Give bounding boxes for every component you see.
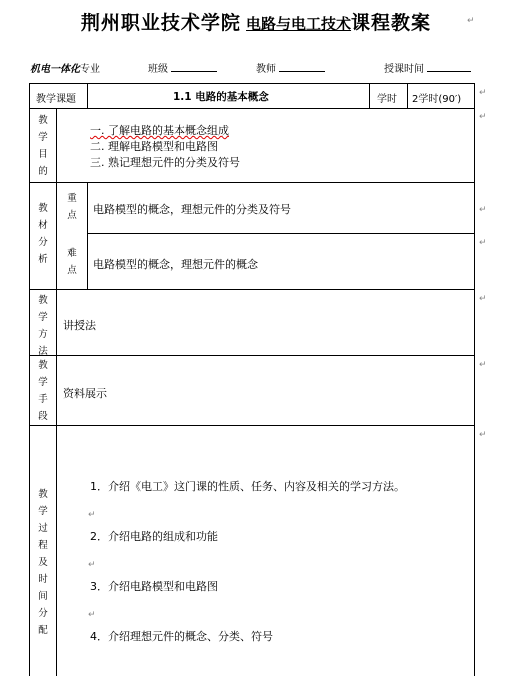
process-step-1: 1．介绍《电工》这门课的性质、任务、内容及相关的学习方法。: [90, 480, 405, 493]
teacher-label: 教师: [256, 64, 276, 75]
major-value: 机电一体化: [30, 64, 80, 75]
objective-item-1: 一. 了解电路的基本概念组成: [90, 124, 229, 137]
major-suffix: 专业: [80, 64, 100, 75]
class-blank[interactable]: [171, 61, 217, 72]
course-name: 电路与电工技术: [246, 15, 352, 33]
process-step-4: 4．介绍理想元件的概念、分类、符号: [90, 630, 273, 643]
school-name: 荆州职业技术学院: [80, 12, 241, 34]
process-step-2: 2．介绍电路的组成和功能: [90, 530, 218, 543]
objective-item-2: 二. 理解电路模型和电路图: [90, 140, 218, 153]
class-label: 班级: [148, 64, 168, 75]
analysis-label: 教材分析: [38, 203, 48, 265]
paragraph-mark-icon: ↵: [467, 16, 475, 26]
objectives-label: 教学目的: [38, 115, 48, 177]
class-field: [148, 60, 217, 75]
process-step-3: 3．介绍电路模型和电路图: [90, 580, 218, 593]
paragraph-mark-icon: ↵: [479, 294, 487, 304]
paragraph-mark-icon: ↵: [479, 205, 487, 215]
method-label: 教学方法: [38, 295, 48, 357]
major-field: [30, 60, 100, 75]
key-point-value: 电路模型的概念，理想元件的分类及符号: [93, 203, 291, 216]
paragraph-mark-icon: ↵: [88, 510, 96, 520]
time-field: [384, 60, 471, 75]
paragraph-mark-icon: ↵: [479, 360, 487, 370]
time-blank[interactable]: [427, 61, 471, 72]
objective-item-3: 三. 熟记理想元件的分类及符号: [90, 156, 240, 169]
paragraph-mark-icon: ↵: [479, 88, 487, 98]
method-value: 讲授法: [63, 319, 96, 332]
topic-label: 教学课题: [36, 94, 76, 105]
paragraph-mark-icon: ↵: [479, 112, 487, 122]
time-label: 授课时间: [384, 64, 424, 75]
teacher-blank[interactable]: [279, 61, 325, 72]
paragraph-mark-icon: ↵: [88, 610, 96, 620]
key-point-label: 重点: [67, 193, 77, 221]
hours-label: 学时: [377, 94, 397, 105]
paragraph-mark-icon: ↵: [88, 560, 96, 570]
process-label: 教学过程及时间分配: [38, 489, 48, 636]
doc-type: 课程教案: [351, 12, 432, 34]
means-label: 教学手段: [38, 360, 48, 422]
paragraph-mark-icon: ↵: [479, 238, 487, 248]
difficulty-value: 电路模型的概念，理想元件的概念: [93, 258, 258, 271]
teacher-field: [256, 60, 325, 75]
means-value: 资料展示: [63, 387, 107, 400]
page-title: [0, 8, 512, 35]
difficulty-label: 难点: [67, 248, 77, 276]
paragraph-mark-icon: ↵: [479, 430, 487, 440]
topic-value: 1.1 电路的基本概念: [173, 91, 269, 103]
hours-value: 2学时(90′): [412, 94, 462, 105]
